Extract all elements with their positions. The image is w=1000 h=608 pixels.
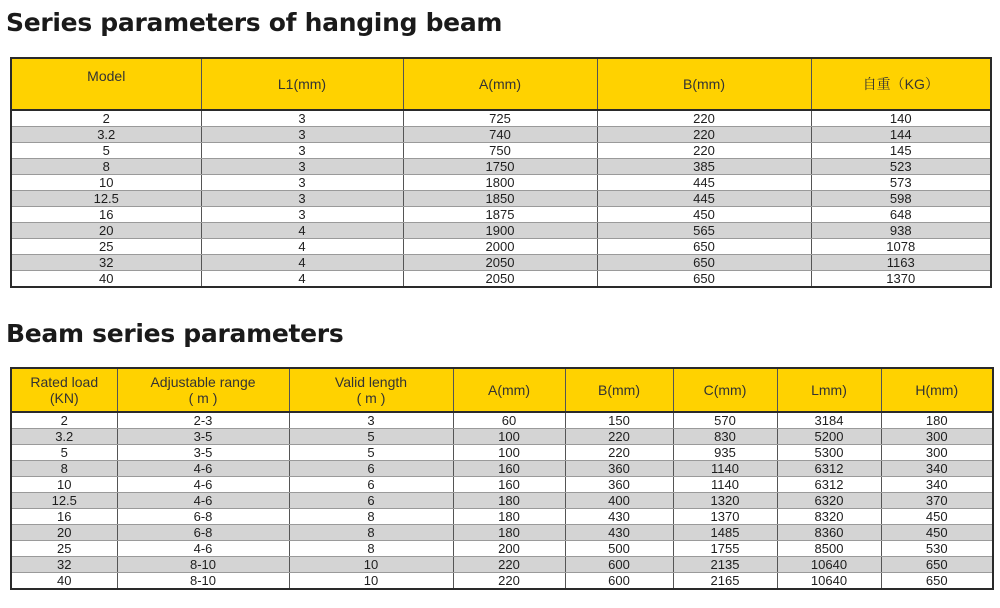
table-cell: 180 [453, 493, 565, 509]
column-header-text: A(mm) [479, 76, 521, 92]
table-cell: 450 [881, 509, 993, 525]
table-cell: 3.2 [11, 429, 117, 445]
table-cell: 4 [201, 271, 403, 288]
table-cell: 340 [881, 461, 993, 477]
table-cell: 650 [597, 271, 811, 288]
table-row [11, 239, 991, 255]
table-cell: 5200 [777, 429, 881, 445]
table-cell: 144 [811, 127, 991, 143]
table-row [11, 541, 993, 557]
table-cell: 598 [811, 191, 991, 207]
table-cell: 370 [881, 493, 993, 509]
table-cell: 32 [11, 557, 117, 573]
column-header-text: A(mm) [488, 382, 530, 398]
table-cell: 445 [597, 191, 811, 207]
table-cell: 60 [453, 412, 565, 429]
table-cell: 650 [597, 255, 811, 271]
table-cell: 100 [453, 429, 565, 445]
table-cell: 3-5 [117, 445, 289, 461]
header-row [11, 58, 991, 110]
table-cell: 160 [453, 461, 565, 477]
column-header [453, 368, 565, 412]
table-cell: 2050 [403, 255, 597, 271]
table-cell: 3 [201, 143, 403, 159]
table-cell: 4-6 [117, 541, 289, 557]
beam-series-title: Beam series parameters [6, 319, 344, 348]
column-header-text: B(mm) [683, 76, 725, 92]
table-cell: 6 [289, 461, 453, 477]
table-cell: 12.5 [11, 493, 117, 509]
table-row [11, 175, 991, 191]
table-cell: 5300 [777, 445, 881, 461]
column-header [597, 58, 811, 110]
table-cell: 450 [597, 207, 811, 223]
table-cell: 160 [453, 477, 565, 493]
table-cell: 650 [881, 557, 993, 573]
table-cell: 1850 [403, 191, 597, 207]
table-cell: 220 [597, 143, 811, 159]
table-cell: 400 [565, 493, 673, 509]
table-cell: 8360 [777, 525, 881, 541]
column-header-text: Rated load [30, 374, 99, 390]
table-cell: 5 [289, 429, 453, 445]
table-row [11, 127, 991, 143]
table-row [11, 557, 993, 573]
table-row [11, 207, 991, 223]
table-cell: 8 [289, 509, 453, 525]
table-cell: 32 [11, 255, 201, 271]
table-cell: 4 [201, 223, 403, 239]
table-cell: 3 [201, 191, 403, 207]
table-cell: 6 [289, 493, 453, 509]
table-cell: 10 [289, 573, 453, 590]
table-cell: 3.2 [11, 127, 201, 143]
table-cell: 5 [11, 143, 201, 159]
hanging-beam-table [10, 57, 992, 288]
table-cell: 4-6 [117, 493, 289, 509]
table-row [11, 143, 991, 159]
table-cell: 6-8 [117, 509, 289, 525]
beam-series-table [10, 367, 994, 590]
column-header [811, 58, 991, 110]
column-header-text: C(mm) [703, 382, 747, 398]
table-cell: 1370 [673, 509, 777, 525]
table-cell: 8-10 [117, 573, 289, 590]
table-cell: 430 [565, 509, 673, 525]
table-row [11, 445, 993, 461]
table-cell: 40 [11, 573, 117, 590]
table-cell: 725 [403, 110, 597, 127]
table-cell: 220 [597, 110, 811, 127]
table-cell: 2000 [403, 239, 597, 255]
table-cell: 360 [565, 477, 673, 493]
column-header [117, 368, 289, 412]
table-row [11, 429, 993, 445]
table-cell: 10 [11, 477, 117, 493]
column-header [11, 58, 201, 110]
column-header-text: (KN) [49, 390, 79, 406]
column-header [673, 368, 777, 412]
table-row [11, 159, 991, 175]
column-header-text: L1(mm) [277, 76, 327, 92]
column-header-text: ( m ) [188, 390, 218, 406]
column-header-text: 自重（KG） [862, 76, 939, 92]
table-cell: 16 [11, 509, 117, 525]
table-cell: 430 [565, 525, 673, 541]
table-row [11, 493, 993, 509]
table-cell: 8 [11, 159, 201, 175]
table-cell: 6312 [777, 477, 881, 493]
column-header-text: Model [87, 68, 126, 84]
table-cell: 360 [565, 461, 673, 477]
table-cell: 1800 [403, 175, 597, 191]
table-cell: 1485 [673, 525, 777, 541]
table-cell: 600 [565, 557, 673, 573]
table-cell: 10640 [777, 573, 881, 590]
table-cell: 8320 [777, 509, 881, 525]
table-cell: 140 [811, 110, 991, 127]
table-cell: 450 [881, 525, 993, 541]
table-cell: 530 [881, 541, 993, 557]
table-cell: 500 [565, 541, 673, 557]
column-header [777, 368, 881, 412]
table-cell: 340 [881, 477, 993, 493]
table-cell: 10 [289, 557, 453, 573]
table-cell: 830 [673, 429, 777, 445]
table-row [11, 271, 991, 288]
table-cell: 650 [597, 239, 811, 255]
table-cell: 5 [289, 445, 453, 461]
table-cell: 1900 [403, 223, 597, 239]
table-cell: 25 [11, 239, 201, 255]
table-cell: 573 [811, 175, 991, 191]
column-header-text: Valid length [334, 374, 408, 390]
table-cell: 8 [289, 541, 453, 557]
table-cell: 100 [453, 445, 565, 461]
table-row [11, 461, 993, 477]
table-cell: 5 [11, 445, 117, 461]
column-header-text: Lmm) [811, 382, 847, 398]
table-row [11, 509, 993, 525]
table-cell: 20 [11, 223, 201, 239]
table-cell: 523 [811, 159, 991, 175]
table-cell: 385 [597, 159, 811, 175]
table-cell: 300 [881, 445, 993, 461]
table-cell: 6-8 [117, 525, 289, 541]
table-cell: 2050 [403, 271, 597, 288]
table-row [11, 223, 991, 239]
table-cell: 180 [453, 509, 565, 525]
table-cell: 445 [597, 175, 811, 191]
header-row [11, 368, 993, 412]
table-cell: 4 [201, 255, 403, 271]
table-cell: 8-10 [117, 557, 289, 573]
table-cell: 1370 [811, 271, 991, 288]
table-cell: 648 [811, 207, 991, 223]
table-cell: 2-3 [117, 412, 289, 429]
table-row [11, 412, 993, 429]
column-header-text: H(mm) [915, 382, 959, 398]
table-cell: 2 [11, 110, 201, 127]
table-cell: 935 [673, 445, 777, 461]
table-cell: 3 [201, 175, 403, 191]
table-row [11, 573, 993, 590]
table-cell: 1140 [673, 461, 777, 477]
table-cell: 565 [597, 223, 811, 239]
table-cell: 2135 [673, 557, 777, 573]
table-cell: 1750 [403, 159, 597, 175]
table-cell: 220 [453, 573, 565, 590]
table-cell: 6 [289, 477, 453, 493]
table-cell: 220 [597, 127, 811, 143]
table-cell: 40 [11, 271, 201, 288]
table-cell: 1078 [811, 239, 991, 255]
table-cell: 4 [201, 239, 403, 255]
table-cell: 180 [453, 525, 565, 541]
column-header [403, 58, 597, 110]
table-cell: 650 [881, 573, 993, 590]
table-cell: 300 [881, 429, 993, 445]
table-cell: 1163 [811, 255, 991, 271]
column-header-text: Adjustable range [150, 374, 256, 390]
table-cell: 750 [403, 143, 597, 159]
table-row [11, 525, 993, 541]
table-cell: 4-6 [117, 477, 289, 493]
table-cell: 2165 [673, 573, 777, 590]
table-row [11, 477, 993, 493]
table-row [11, 191, 991, 207]
table-cell: 16 [11, 207, 201, 223]
table-cell: 220 [565, 429, 673, 445]
table-cell: 220 [453, 557, 565, 573]
table-cell: 600 [565, 573, 673, 590]
column-header [565, 368, 673, 412]
table-cell: 180 [881, 412, 993, 429]
table-cell: 3 [201, 207, 403, 223]
table-cell: 3 [201, 127, 403, 143]
table-cell: 8 [289, 525, 453, 541]
table-cell: 150 [565, 412, 673, 429]
table-cell: 25 [11, 541, 117, 557]
column-header-text: ( m ) [356, 390, 386, 406]
table-cell: 3 [289, 412, 453, 429]
table-cell: 8500 [777, 541, 881, 557]
table-cell: 740 [403, 127, 597, 143]
table-cell: 220 [565, 445, 673, 461]
hanging-beam-title: Series parameters of hanging beam [6, 8, 503, 37]
table-cell: 3-5 [117, 429, 289, 445]
table-cell: 4-6 [117, 461, 289, 477]
table-cell: 145 [811, 143, 991, 159]
table-row [11, 255, 991, 271]
column-header [289, 368, 453, 412]
table-cell: 3184 [777, 412, 881, 429]
table-cell: 6320 [777, 493, 881, 509]
table-cell: 2 [11, 412, 117, 429]
column-header-text: B(mm) [598, 382, 640, 398]
table-cell: 200 [453, 541, 565, 557]
table-cell: 20 [11, 525, 117, 541]
table-cell: 1755 [673, 541, 777, 557]
table-cell: 3 [201, 159, 403, 175]
table-cell: 10 [11, 175, 201, 191]
table-cell: 6312 [777, 461, 881, 477]
table-cell: 1140 [673, 477, 777, 493]
table-row [11, 110, 991, 127]
column-header [881, 368, 993, 412]
table-cell: 3 [201, 110, 403, 127]
table-cell: 938 [811, 223, 991, 239]
table-cell: 8 [11, 461, 117, 477]
table-cell: 570 [673, 412, 777, 429]
table-cell: 1875 [403, 207, 597, 223]
column-header [201, 58, 403, 110]
column-header [11, 368, 117, 412]
table-cell: 1320 [673, 493, 777, 509]
table-cell: 12.5 [11, 191, 201, 207]
table-cell: 10640 [777, 557, 881, 573]
